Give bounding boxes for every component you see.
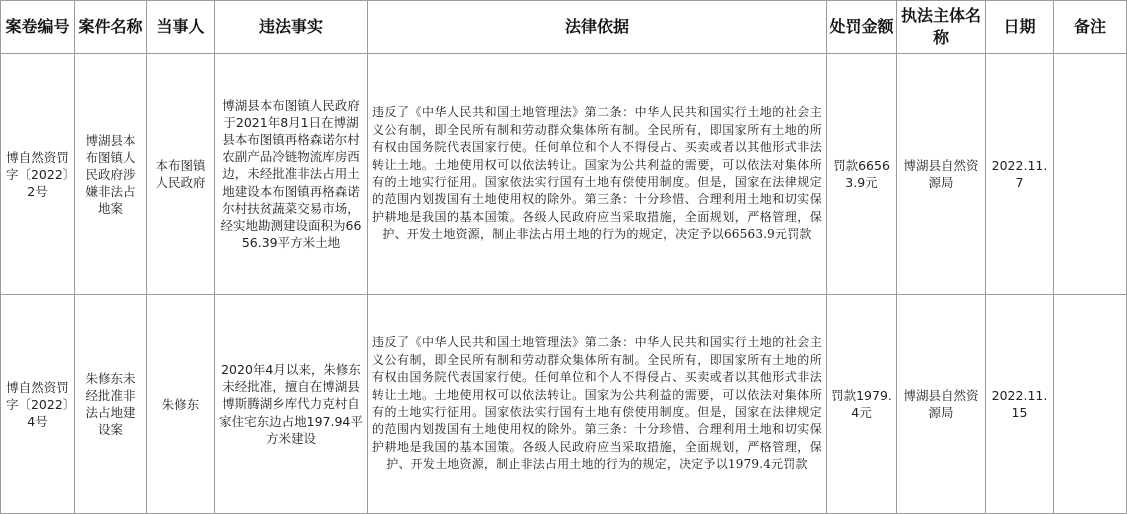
- cell-penalty: 罚款66563.9元: [827, 54, 897, 295]
- cell-case-no: 博自然资罚字〔2022〕2号: [1, 54, 75, 295]
- cell-remarks: [1054, 54, 1127, 295]
- cell-case-name: 朱修东未经批准非法占地建设案: [75, 295, 147, 514]
- header-authority: 执法主体名称: [897, 1, 986, 54]
- cell-remarks: [1054, 295, 1127, 514]
- cell-case-name: 博湖县本布图镇人民政府涉嫌非法占地案: [75, 54, 147, 295]
- cell-authority: 博湖县自然资源局: [897, 54, 986, 295]
- cell-party: 本布图镇人民政府: [147, 54, 215, 295]
- header-facts: 违法事实: [215, 1, 368, 54]
- header-legal-basis: 法律依据: [368, 1, 827, 54]
- table-row: [1, 54, 1127, 295]
- cell-case-no: 博自然资罚字〔2022〕4号: [1, 295, 75, 514]
- cell-penalty: 罚款1979.4元: [827, 295, 897, 514]
- header-party: 当事人: [147, 1, 215, 54]
- cell-facts: 博湖县本布图镇人民政府于2021年8月1日在博湖县本布图镇再格森诺尔村农副产品冷链物流库房西边，未经批准非法占用土地建设本布图镇再格森诺尔村扶贫蔬菜交易市场，经实地勘测建设面积为6656.39平方米土地: [215, 54, 368, 295]
- cell-date: 2022.11.7: [986, 54, 1054, 295]
- header-case-name: 案件名称: [75, 1, 147, 54]
- cell-authority: 博湖县自然资源局: [897, 295, 986, 514]
- cell-legal-basis: 违反了《中华人民共和国土地管理法》第二条：中华人民共和国实行土地的社会主义公有制，即全民所有制和劳动群众集体所有制。全民所有，即国家所有土地的所有权由国务院代表国家行使。任何单位和个人不得侵占、买卖或者以其他形式非法转让土地。土地使用权可以依法转让。国家为公共利益的需要，可以依法对集体所有的土地实行征用。国家依法实行国有土地有偿使用制度。但是，国家在法律规定的范围内划拨国有土地使用权的除外。第三条：十分珍惜、合理利用土地和切实保护耕地是我国的基本国策。各级人民政府应当采取措施，全面规划，严格管理，保护、开发土地资源，制止非法占用土地的行为的规定，决定予以1979.4元罚款: [368, 295, 827, 514]
- table-row: [1, 295, 1127, 514]
- cell-facts: 2020年4月以来，朱修东未经批准，擅自在博湖县博斯腾湖乡库代力克村自家住宅东边占地197.94平方米建设: [215, 295, 368, 514]
- header-date: 日期: [986, 1, 1054, 54]
- cell-date: 2022.11.15: [986, 295, 1054, 514]
- cell-party: 朱修东: [147, 295, 215, 514]
- header-row: [1, 1, 1127, 54]
- header-remarks: 备注: [1054, 1, 1127, 54]
- header-penalty: 处罚金额: [827, 1, 897, 54]
- cell-legal-basis: 违反了《中华人民共和国土地管理法》第二条：中华人民共和国实行土地的社会主义公有制，即全民所有制和劳动群众集体所有制。全民所有，即国家所有土地的所有权由国务院代表国家行使。任何单位和个人不得侵占、买卖或者以其他形式非法转让土地。土地使用权可以依法转让。国家为公共利益的需要，可以依法对集体所有的土地实行征用。国家依法实行国有土地有偿使用制度。但是，国家在法律规定的范围内划拨国有土地使用权的除外。第三条：十分珍惜、合理利用土地和切实保护耕地是我国的基本国策。各级人民政府应当采取措施，全面规划，严格管理，保护、开发土地资源，制止非法占用土地的行为的规定，决定予以66563.9元罚款: [368, 54, 827, 295]
- header-case-no: 案卷编号: [1, 1, 75, 54]
